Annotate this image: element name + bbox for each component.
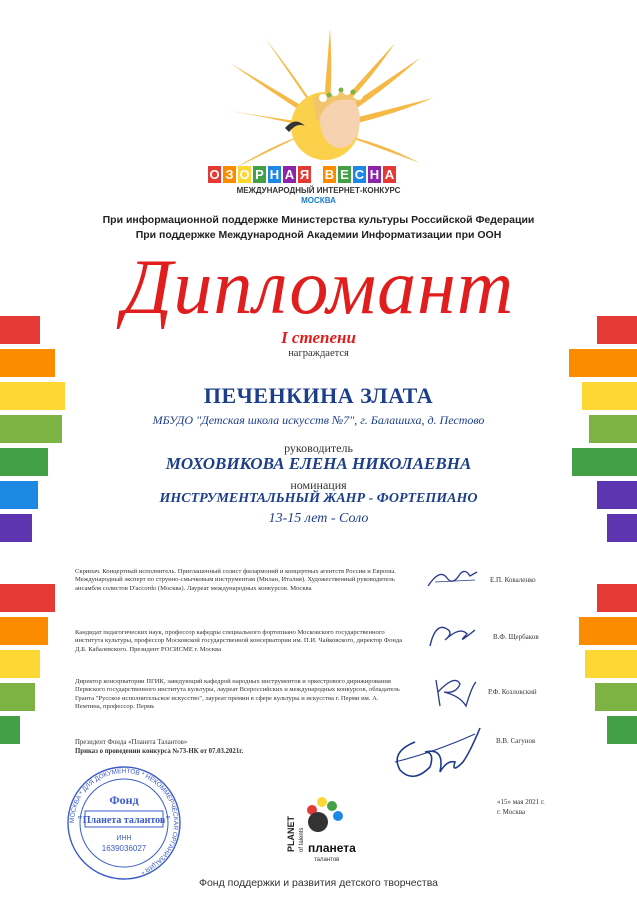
stripe-left	[0, 683, 35, 711]
logo-letter: Н	[369, 167, 380, 182]
nomination-value: ИНСТРУМЕНТАЛЬНЫЙ ЖАНР - ФОРТЕПИАНО	[159, 491, 478, 506]
logo-letter: С	[354, 167, 365, 182]
jury-name-3: Р.Ф. Козловский	[488, 688, 537, 696]
logo-letter: З	[223, 166, 236, 183]
planet-logo-sub: талантов	[314, 857, 340, 863]
signature-2	[425, 620, 480, 652]
stripe-left	[0, 617, 48, 645]
logo-letter: Е	[338, 166, 351, 183]
leader-label: руководитель	[284, 441, 353, 455]
planet-logo-en1: PLANET	[286, 816, 296, 852]
stamp-ring-text: МОСКВА * ДЛЯ ДОКУМЕНТОВ * НЕКОММЕРЧЕСКАЯ ОРГАНИЗАЦИЯ *	[68, 767, 180, 875]
sun-girl-logo	[205, 28, 435, 178]
logo-wordmark	[208, 166, 396, 183]
stripe-left	[0, 584, 55, 612]
jury-bio-3: Директор консерватории ПГИК, заведующий кафедрой народных инструментов и оркестрового дирижирования Пермского государственного института культуры, лауреат Всероссийских и международных конкурсов, обладатель Гранта "Русское исполнительское искусство", лауреат премии в сфере культуры и искусства г. Перми им. А. Немтина, профессор. Пермь	[75, 678, 400, 711]
planet-logo-en2: of talents	[299, 827, 305, 852]
jury-name-1: Е.П. Коваленко	[490, 576, 536, 584]
nomination-label: номинация	[290, 478, 347, 492]
logo-letter: Н	[269, 167, 280, 182]
school-name: МБУДО "Детская школа искусств №7", г. Балашиха, д. Пестово	[152, 413, 485, 427]
logo-letter: Я	[299, 167, 310, 182]
signature-1	[425, 566, 480, 591]
stripe-right	[579, 617, 637, 645]
planet-logo-ru: планета	[308, 841, 356, 855]
president-signature	[385, 722, 485, 787]
winner-name: ПЕЧЕНКИНА ЗЛАТА	[203, 383, 434, 408]
jury-bio-1: Скрипач. Концертный исполнитель. Приглашенный солист филармоний и концертных агентств России и Европы. Международный эксперт по струнно-смычковым инструментам (Милан, Италия). Художественный руководитель ансамбля солистов D'accordo (Москва). Лауреат международных конкурсов. Москва	[75, 568, 396, 592]
stripe-left	[0, 650, 40, 678]
leader-name: МОХОВИКОВА ЕЛЕНА НИКОЛАЕВНА	[165, 454, 472, 473]
date-line-2: г. Москва	[497, 808, 526, 816]
contest-subtitle: МЕЖДУНАРОДНЫЙ ИНТЕРНЕТ-КОНКУРС	[236, 186, 401, 195]
stripe-left	[0, 716, 20, 744]
diploma-title: Дипломант	[122, 243, 515, 330]
age-category: 13-15 лет - Соло	[268, 511, 369, 526]
president-title: Президент Фонда «Планета Талантов»	[75, 739, 188, 746]
logo-letter: А	[284, 167, 295, 182]
logo-letter: О	[239, 167, 250, 182]
date-line-1: «15» мая 2021 г.	[497, 798, 545, 806]
planet-talents-logo	[288, 792, 360, 864]
order-text: Приказ о проведении конкурса №73-НК от 07.03.2021г.	[75, 748, 244, 755]
awarded-label: награждается	[288, 348, 349, 359]
support-line-2: При поддержке Международной Академии Информатизации при ООН	[135, 229, 502, 241]
stripe-right	[595, 683, 637, 711]
stamp-line-1: Фонд	[109, 793, 139, 807]
president-name: В.В. Сагунов	[496, 737, 536, 745]
stamp-line-3: ИНН	[116, 835, 132, 842]
footer-text: Фонд поддержки и развития детского творчества	[198, 877, 439, 889]
logo-letter	[313, 166, 321, 183]
logo-letter: Р	[253, 166, 266, 183]
stamp-line-4: 1639036027	[101, 844, 147, 853]
stripe-right	[597, 584, 637, 612]
contest-city: МОСКВА	[301, 196, 336, 205]
stamp-line-2: "Планета талантов"	[77, 815, 171, 826]
stripe-right	[607, 716, 637, 744]
logo-letter: О	[209, 167, 220, 182]
support-line-1: При информационной поддержке Министерства культуры Российской Федерации	[102, 214, 535, 226]
diploma-degree: I степени	[281, 328, 356, 347]
logo-letter: А	[384, 167, 395, 182]
jury-name-2: В.Ф. Щербаков	[493, 633, 539, 641]
jury-bio-2: Кандидат педагогических наук, профессор кафедры специального фортепиано Московского государственного института культуры, профессор Московской государственной консерватории им. П.И. Чайковского, директор Фонда Д.Б. Кабалевского. Президент РОСИСМЕ г. Москва	[75, 629, 403, 653]
organization-stamp	[63, 766, 185, 881]
stripe-right	[585, 650, 637, 678]
logo-letter: В	[324, 167, 335, 182]
signature-3	[430, 672, 480, 712]
